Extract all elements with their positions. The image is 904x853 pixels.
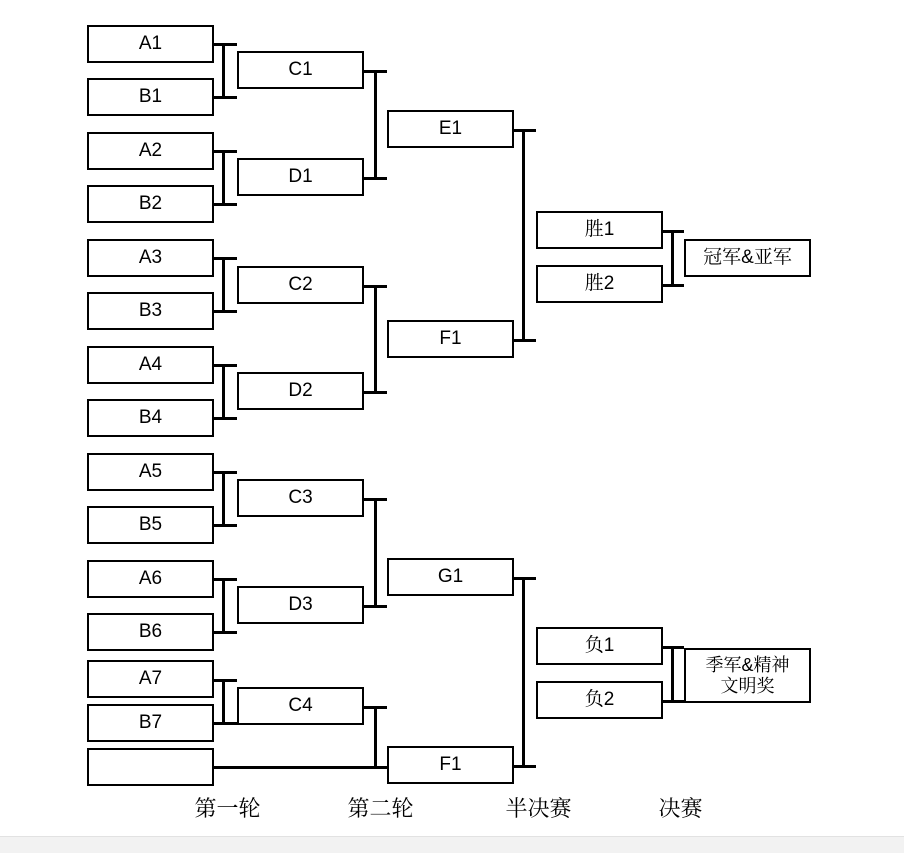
round-label-second-round: 第二轮 [347,796,414,821]
round-label-semifinal: 半决赛 [505,796,572,821]
connector [214,43,237,46]
bracket-node-a2[interactable]: A2 [87,132,214,170]
third-place-line-1: 季军&精神 [705,654,790,675]
connector [522,129,525,342]
connector [222,471,225,527]
connector [222,679,225,725]
bracket-node-d1[interactable]: D1 [237,158,364,196]
connector [214,310,237,313]
connector [671,646,674,703]
bracket-node-b1[interactable]: B1 [87,78,214,116]
bracket-node-winner-1[interactable]: 胜1 [536,211,663,249]
bracket-node-b6[interactable]: B6 [87,613,214,651]
bottom-strip [0,836,904,853]
bracket-node-c1[interactable]: C1 [237,51,364,89]
connector [214,257,237,260]
bracket-node-b3[interactable]: B3 [87,292,214,330]
connector [214,679,237,682]
bracket-node-f1[interactable]: F1 [387,320,514,358]
third-place-line-2: 文明奖 [720,675,775,696]
bracket-node-loser-2[interactable]: 负2 [536,681,663,719]
bracket-node-a1[interactable]: A1 [87,25,214,63]
connector [522,577,525,768]
round-label-final: 决赛 [658,796,703,821]
round-label-first-round: 第一轮 [194,796,261,821]
bracket-node-b5[interactable]: B5 [87,506,214,544]
connector [214,524,237,527]
bracket-node-winner-2[interactable]: 胜2 [536,265,663,303]
bracket-node-a4[interactable]: A4 [87,346,214,384]
bracket-node-c4[interactable]: C4 [237,687,364,725]
connector [671,230,674,287]
connector [374,498,377,608]
bracket-node-e1[interactable]: E1 [387,110,514,148]
bracket-node-c2[interactable]: C2 [237,266,364,304]
connector [514,339,536,342]
connector [222,150,225,206]
connector [214,417,237,420]
connector [374,706,377,768]
connector [214,766,387,769]
connector [214,471,237,474]
bracket-node-b7[interactable]: B7 [87,704,214,742]
bracket-node-a6[interactable]: A6 [87,560,214,598]
connector [374,285,377,394]
connector [514,577,536,580]
connector [214,578,237,581]
bracket-node-f1-lower[interactable]: F1 [387,746,514,784]
bracket-node-b4[interactable]: B4 [87,399,214,437]
bracket-node-d2[interactable]: D2 [237,372,364,410]
connector [214,364,237,367]
connector [214,96,237,99]
connector [214,631,237,634]
bracket-node-a5[interactable]: A5 [87,453,214,491]
connector [222,257,225,313]
bracket-node-c3[interactable]: C3 [237,479,364,517]
connector [214,203,237,206]
bracket-node-champion-runnerup[interactable]: 冠军&亚军 [684,239,811,277]
bracket-node-a7[interactable]: A7 [87,660,214,698]
connector [222,364,225,420]
connector [214,722,237,725]
connector [222,578,225,634]
bracket-node-b2[interactable]: B2 [87,185,214,223]
bracket-node-g1[interactable]: G1 [387,558,514,596]
connector [214,150,237,153]
connector [514,129,536,132]
bracket-node-a3[interactable]: A3 [87,239,214,277]
connector [374,70,377,180]
bracket-node-third-place-award[interactable] [684,648,811,703]
connector [514,765,536,768]
bracket-node-d3[interactable]: D3 [237,586,364,624]
bracket-node-empty[interactable] [87,748,214,786]
connector [222,43,225,99]
bracket-node-loser-1[interactable]: 负1 [536,627,663,665]
